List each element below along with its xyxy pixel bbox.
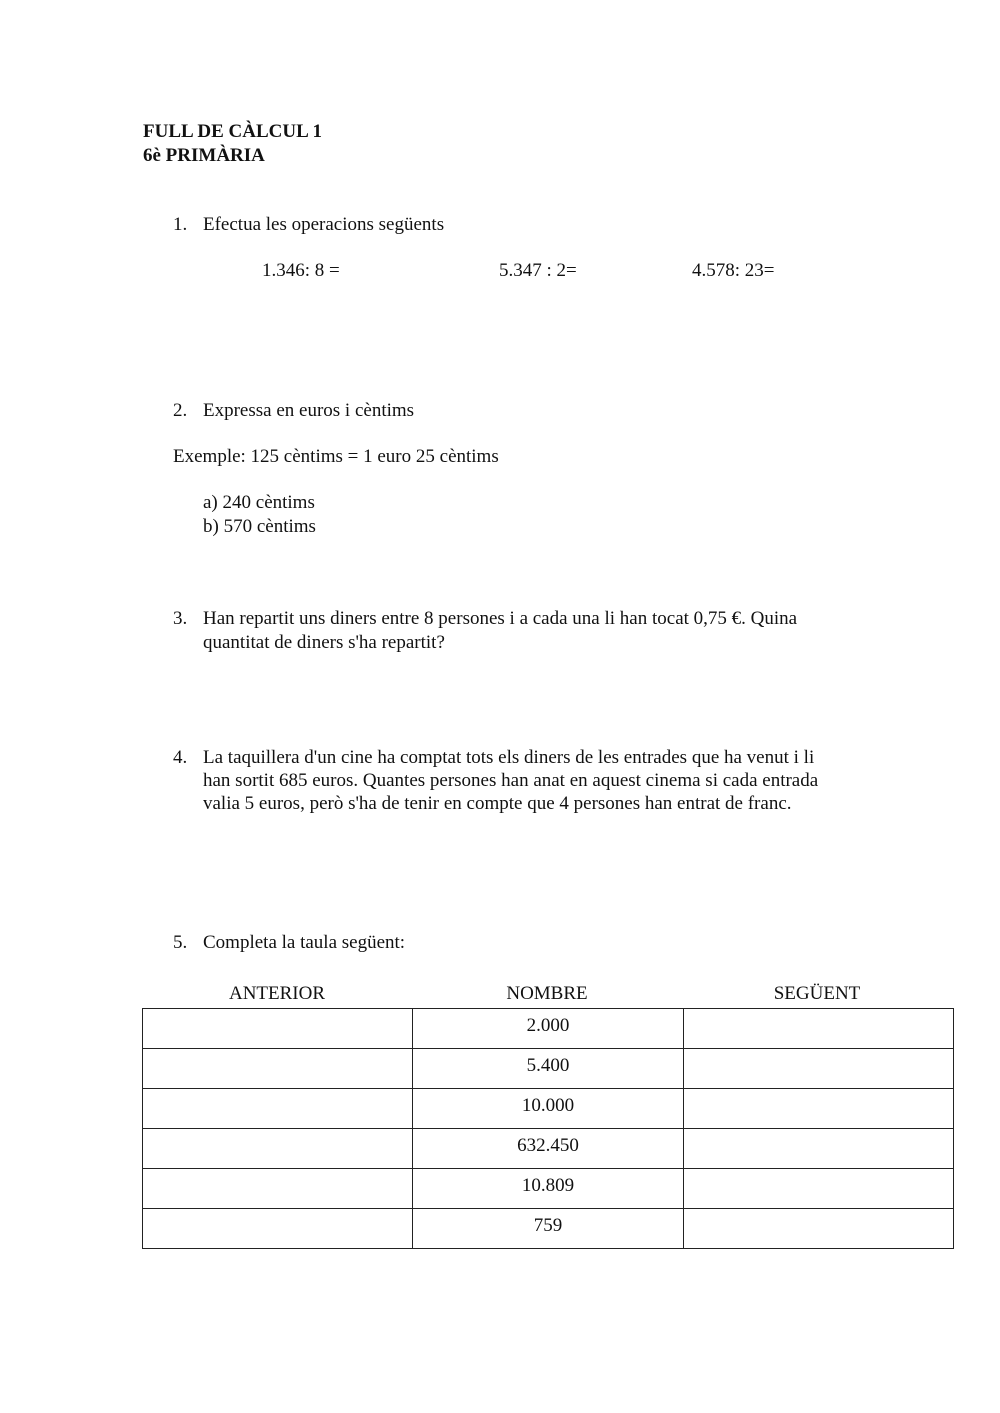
cell-seguent[interactable]: [683, 1049, 953, 1089]
cell-anterior[interactable]: [143, 1169, 413, 1209]
cell-seguent[interactable]: [683, 1089, 953, 1129]
question-4-line-3: valia 5 euros, però s'ha de tenir en compte que 4 persones han entrat de franc.: [203, 793, 792, 814]
cell-anterior[interactable]: [143, 1129, 413, 1169]
question-3-line-2: quantitat de diners s'ha repartit?: [203, 632, 445, 653]
operation-2: 5.347 : 2=: [499, 260, 577, 281]
question-4-line-1: La taquillera d'un cine ha comptat tots els diners de les entrades que ha venut i li: [203, 747, 815, 768]
column-header-nombre: NOMBRE: [506, 983, 588, 1004]
question-3-number: 3.: [173, 608, 188, 629]
question-2-item-b: b) 570 cèntims: [203, 516, 316, 537]
table-row: [143, 1009, 954, 1049]
table-row: [143, 1049, 954, 1089]
question-1-text: Efectua les operacions següents: [203, 214, 445, 235]
cell-anterior[interactable]: [143, 1209, 413, 1249]
question-2-example: Exemple: 125 cèntims = 1 euro 25 cèntims: [173, 446, 499, 467]
question-5-text: Completa la taula següent:: [203, 932, 406, 953]
table-row: [143, 1209, 954, 1249]
cell-nombre: 5.400: [413, 1049, 683, 1089]
number-table: [142, 1008, 954, 1249]
question-1-number: 1.: [173, 214, 188, 235]
table-row: [143, 1129, 954, 1169]
cell-seguent[interactable]: [683, 1209, 953, 1249]
cell-nombre: 10.000: [413, 1089, 683, 1129]
question-4-line-2: han sortit 685 euros. Quantes persones han anat en aquest cinema si cada entrada: [203, 770, 819, 791]
operation-3: 4.578: 23=: [692, 260, 775, 281]
cell-nombre: 632.450: [413, 1129, 683, 1169]
column-header-seguent: SEGÜENT: [773, 983, 861, 1004]
column-header-anterior: ANTERIOR: [228, 983, 326, 1004]
cell-nombre: 2.000: [413, 1009, 683, 1049]
cell-nombre: 10.809: [413, 1169, 683, 1209]
cell-seguent[interactable]: [683, 1169, 953, 1209]
question-4-number: 4.: [173, 747, 188, 768]
cell-anterior[interactable]: [143, 1009, 413, 1049]
question-2-text: Expressa en euros i cèntims: [203, 400, 415, 421]
table-row: [143, 1089, 954, 1129]
cell-seguent[interactable]: [683, 1129, 953, 1169]
page-subtitle: 6è PRIMÀRIA: [143, 145, 265, 166]
page-title: FULL DE CÀLCUL 1: [143, 121, 322, 142]
question-2-number: 2.: [173, 400, 188, 421]
question-5-number: 5.: [173, 932, 188, 953]
cell-anterior[interactable]: [143, 1089, 413, 1129]
question-3-line-1: Han repartit uns diners entre 8 persones i a cada una li han tocat 0,75 €. Quina: [203, 608, 798, 629]
cell-anterior[interactable]: [143, 1049, 413, 1089]
table-row: [143, 1169, 954, 1209]
cell-nombre: 759: [413, 1209, 683, 1249]
question-2-item-a: a) 240 cèntims: [203, 492, 315, 513]
cell-seguent[interactable]: [683, 1009, 953, 1049]
operation-1: 1.346: 8 =: [262, 260, 340, 281]
